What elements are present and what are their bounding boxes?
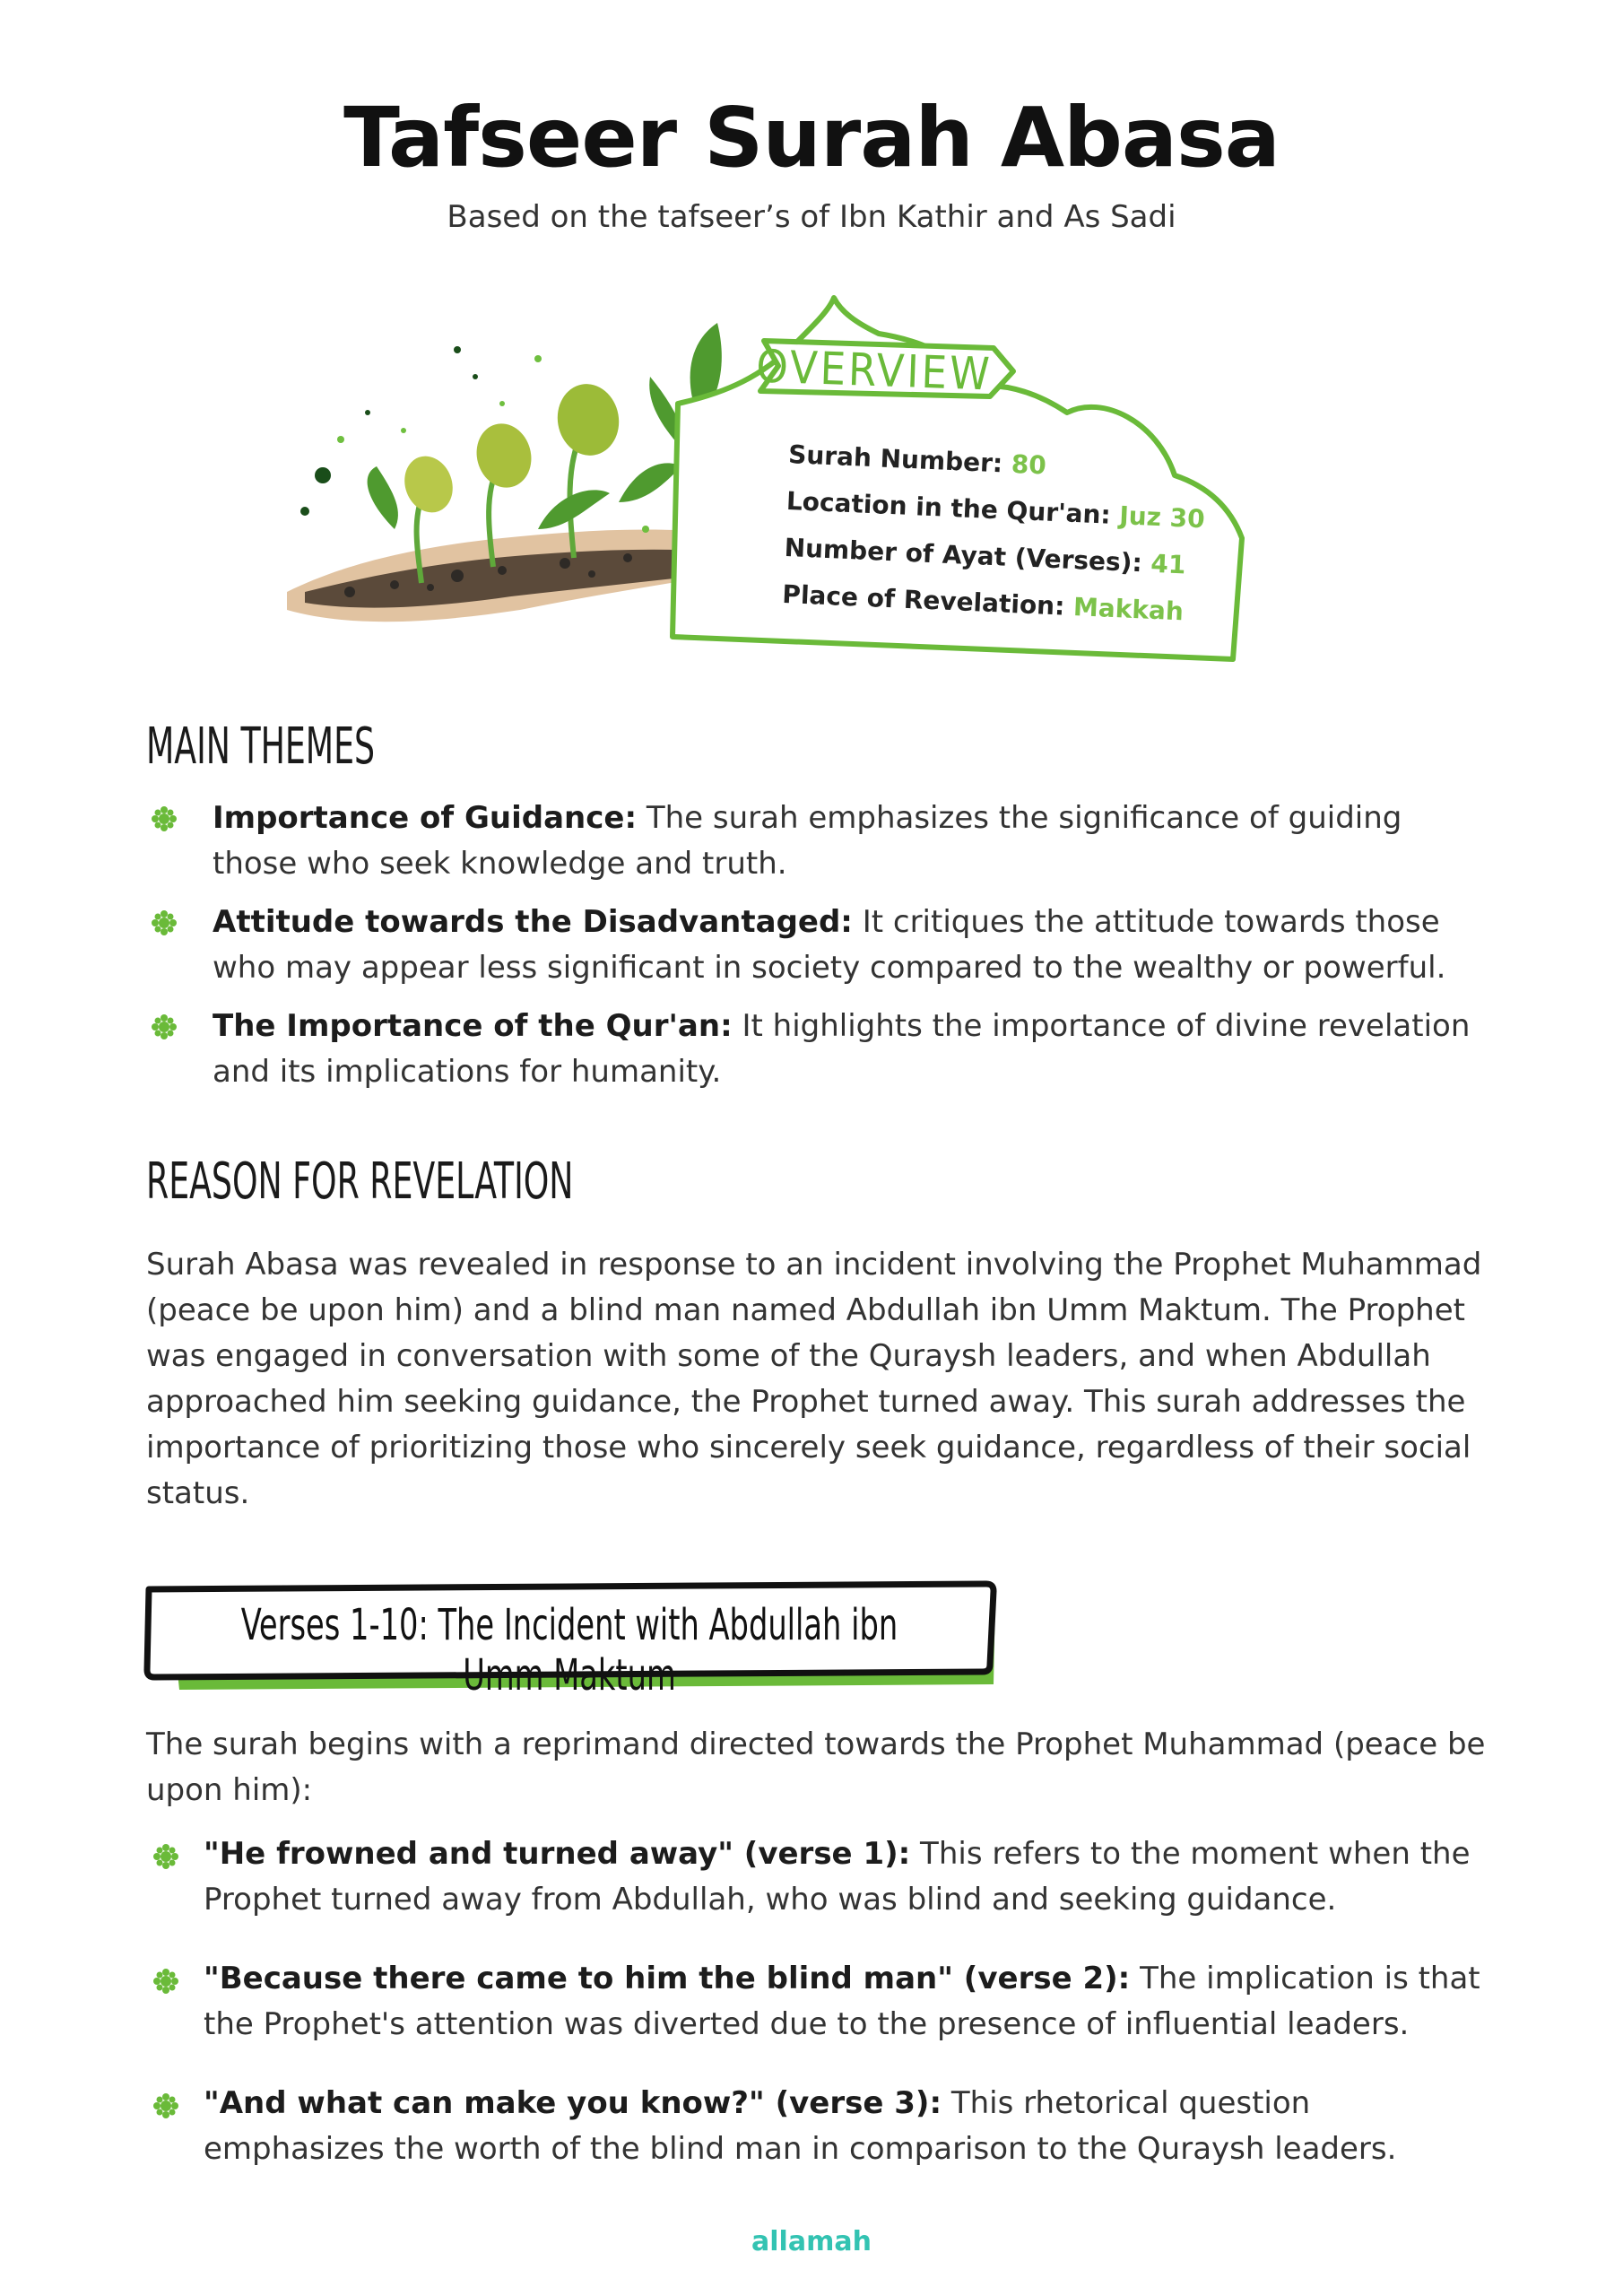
- overview-row: Number of Ayat (Verses): 41: [784, 532, 1187, 580]
- list-item: The Importance of the Qur'an: It highlights the importance of divine revelation and its implications for humanity.: [146, 1004, 1491, 1095]
- overview-row: Place of Revelation: Makkah: [781, 578, 1185, 627]
- overview-card: [655, 287, 1264, 682]
- leaf-bullet-icon: [152, 806, 177, 831]
- overview-banner-ribbon: [753, 334, 1022, 405]
- list-item: "Because there came to him the blind man" (verse 2): The implication is that the Prophet's attention was diverted due to the presence of influential leaders.: [148, 1956, 1493, 2048]
- page-title: Tafseer Surah Abasa: [343, 90, 1280, 186]
- verses-list: [148, 1831, 1493, 2172]
- overview-heading: OVERVIEW: [755, 340, 994, 401]
- leaf-bullet-icon: [153, 1969, 178, 1994]
- overview-list: [781, 439, 1237, 646]
- list-item: Attitude towards the Disadvantaged: It critiques the attitude towards those who may appear less significant in society compared to the wealthy or powerful.: [146, 900, 1491, 991]
- verses-heading: Verses 1-10: The Incident with Abdullah ibn Umm Maktum: [240, 1600, 898, 1700]
- leaf-bullet-icon: [153, 1844, 178, 1869]
- reason-heading: REASON FOR REVELATION: [146, 1152, 574, 1211]
- page-subtitle: Based on the tafseer’s of Ibn Kathir and As Sadi: [447, 199, 1176, 235]
- list-item: Importance of Guidance: The surah emphasizes the significance of guiding those who seek knowledge and truth.: [146, 796, 1491, 887]
- footer-brand: allamah: [751, 2226, 872, 2257]
- overview-row: Location in the Qur'an: Juz 30: [785, 485, 1206, 535]
- verses-heading-box: [143, 1578, 1004, 1700]
- main-themes-heading: MAIN THEMES: [146, 718, 376, 776]
- list-item: "He frowned and turned away" (verse 1): This refers to the moment when the Prophet turned away from Abdullah, who was blind and seeking guidance.: [148, 1831, 1493, 1923]
- leaf-bullet-icon: [153, 2093, 178, 2118]
- main-themes-list: [146, 796, 1491, 1095]
- reason-paragraph: Surah Abasa was revealed in response to an incident involving the Prophet Muhammad (peace be upon him) and a blind man named Abdullah ibn Umm Maktum. The Prophet was engaged in conversation with some of the Quraysh leaders, and when Abdullah approached him seeking guidance, the Prophet turned away. This surah addresses the importance of prioritizing those who sincerely seek guidance, regardless of their social status.: [146, 1247, 1482, 1511]
- overview-row: Surah Number: 80: [787, 439, 1047, 481]
- leaf-bullet-icon: [152, 910, 177, 935]
- leaf-bullet-icon: [152, 1014, 177, 1039]
- verses-intro: The surah begins with a reprimand directed towards the Prophet Muhammad (peace be upon him):: [146, 1726, 1486, 1808]
- list-item: "And what can make you know?" (verse 3): This rhetorical question emphasizes the worth of the blind man in comparison to the Quraysh leaders.: [148, 2081, 1493, 2172]
